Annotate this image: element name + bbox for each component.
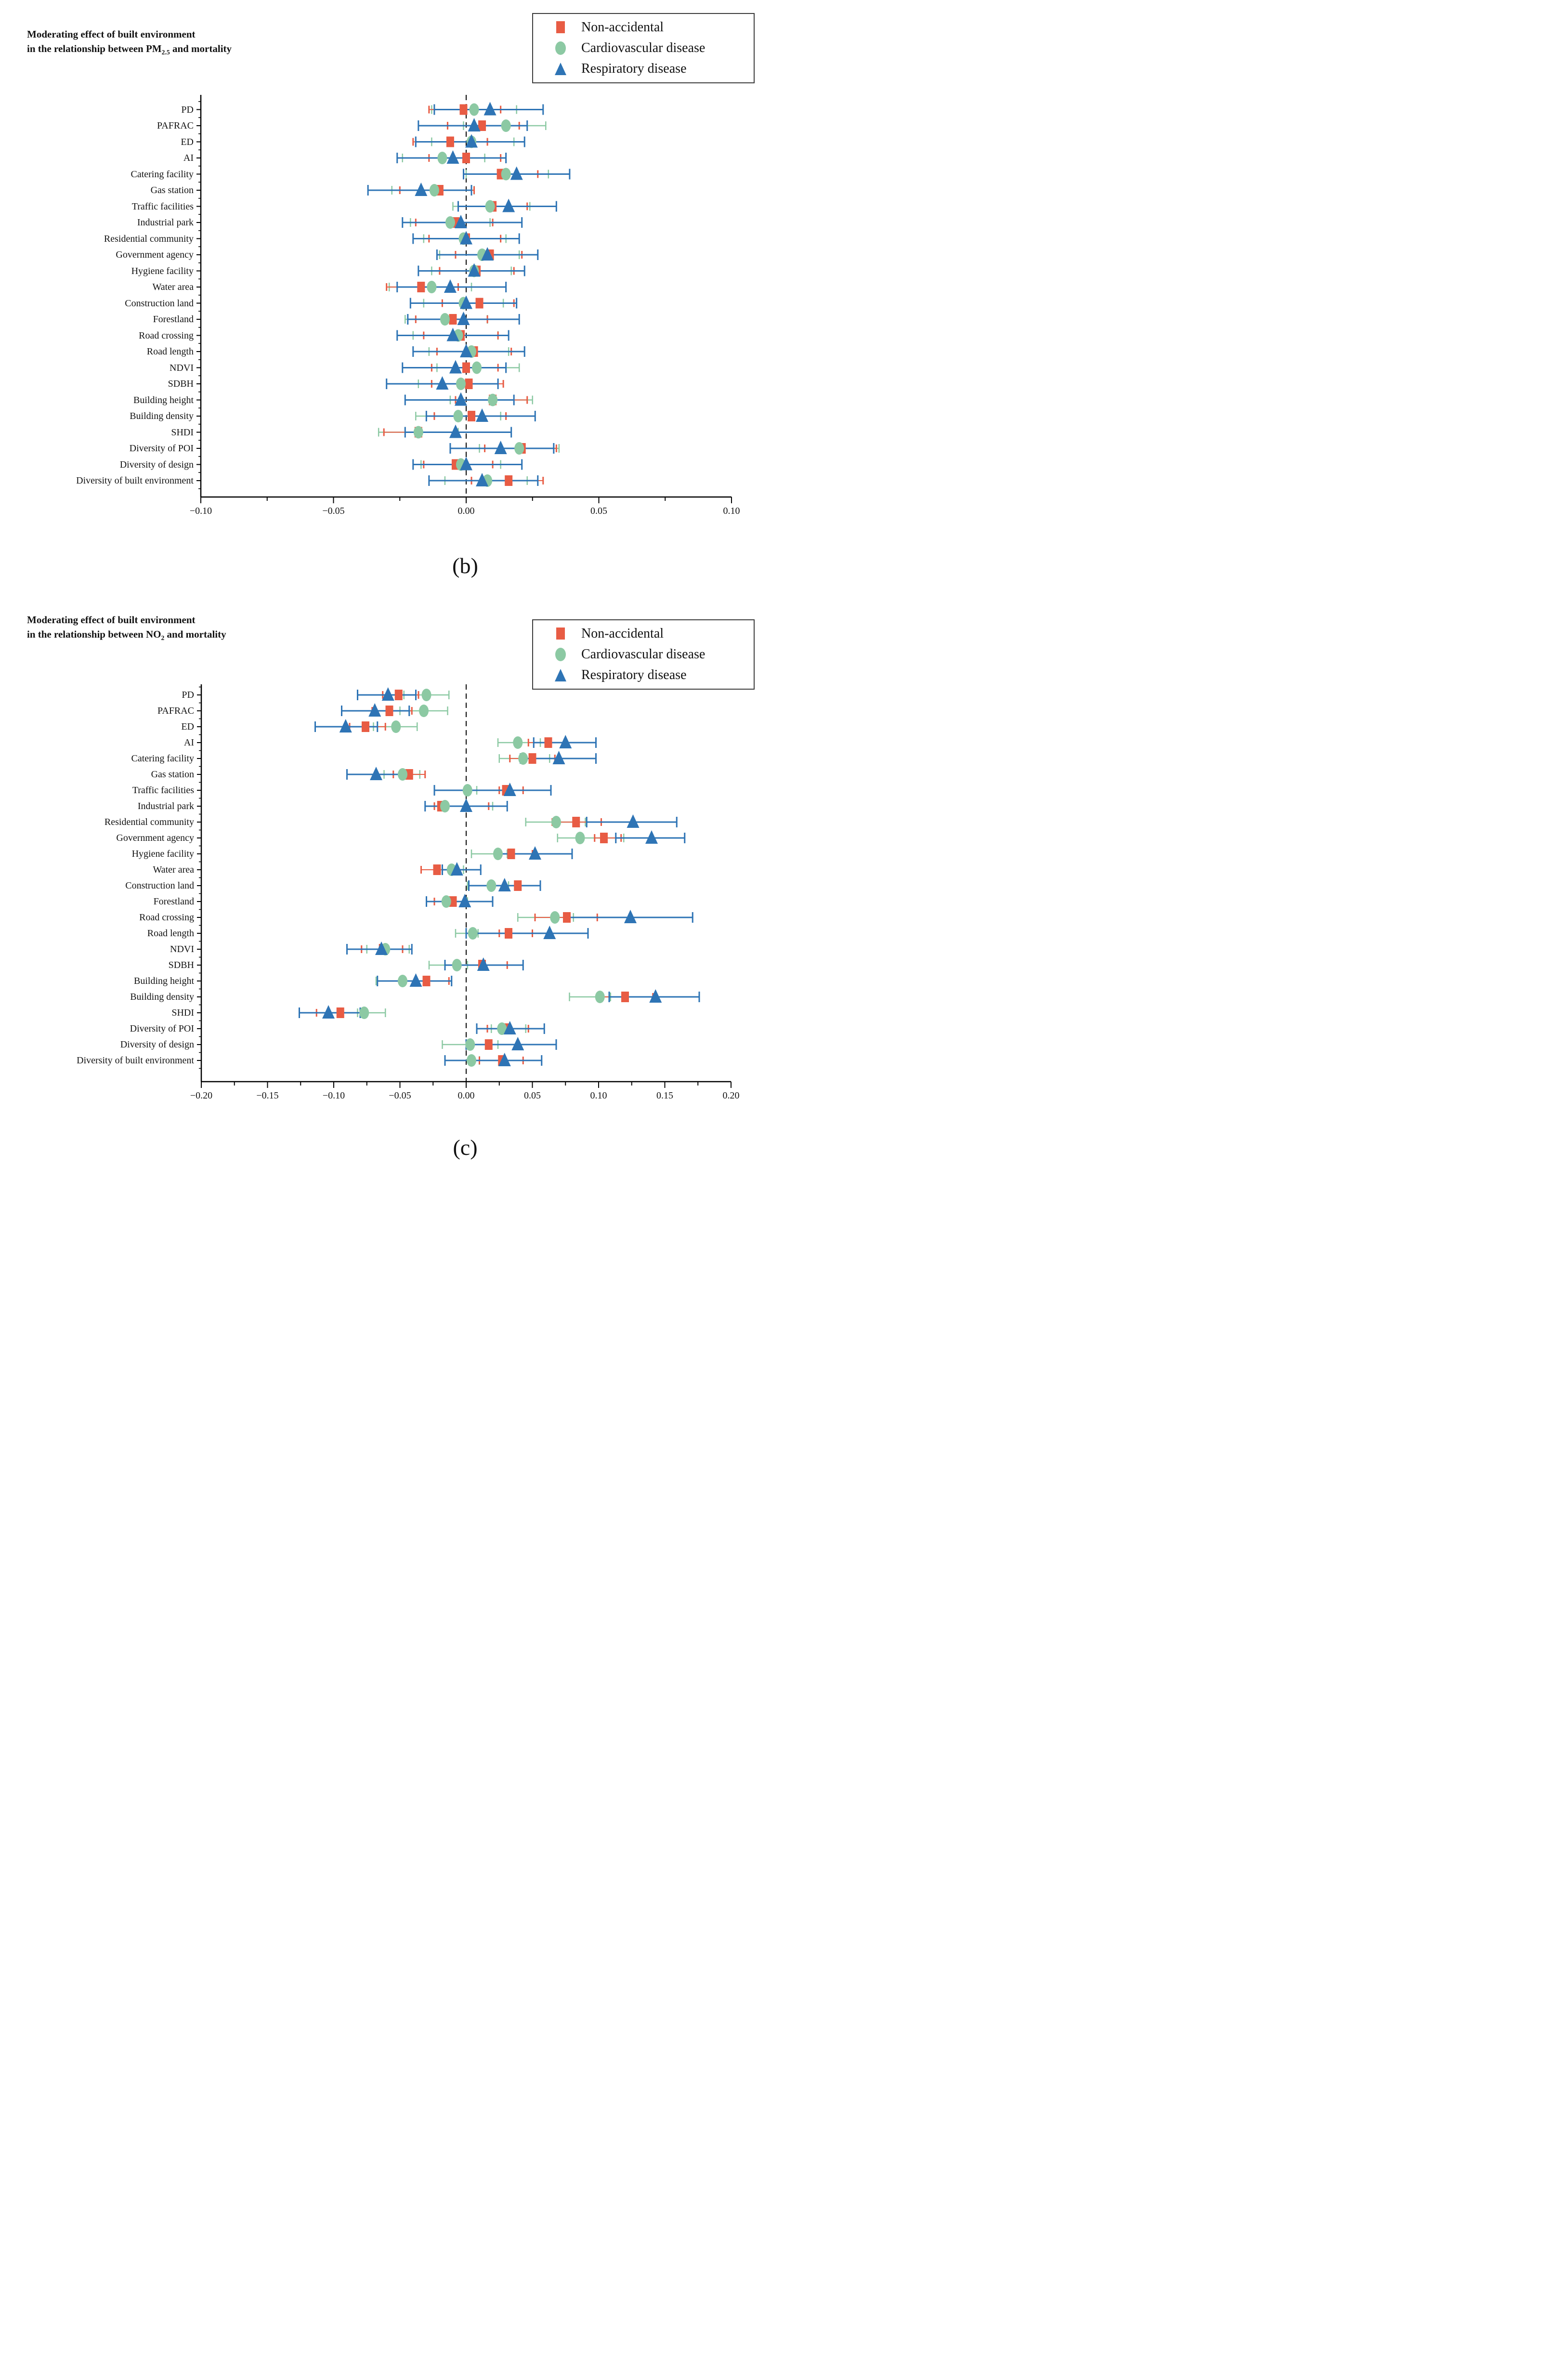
marker-respiratory	[322, 1005, 335, 1019]
x-tick-label: 0.05	[590, 506, 607, 516]
marker-cardiovascular	[453, 410, 463, 422]
category-label: Building density	[130, 992, 194, 1002]
marker-respiratory	[382, 687, 394, 701]
panel-b-caption: (b)	[452, 553, 478, 578]
marker-non-accidental	[459, 105, 467, 115]
marker-non-accidental	[386, 706, 393, 716]
x-tick-label: −0.05	[389, 1090, 411, 1101]
marker-cardiovascular	[501, 119, 511, 132]
category-label: AI	[183, 153, 194, 163]
marker-respiratory	[502, 199, 515, 212]
panel-c-title-line2: in the relationship between $NO_2$ and mortality	[27, 628, 226, 642]
marker-respiratory	[529, 846, 541, 860]
category-label: Road crossing	[139, 912, 194, 923]
marker-non-accidental	[505, 928, 512, 939]
category-label: Diversity of POI	[130, 1023, 194, 1034]
marker-non-accidental	[395, 690, 403, 700]
marker-cardiovascular	[550, 911, 560, 924]
marker-cardiovascular	[551, 816, 561, 828]
marker-non-accidental	[621, 992, 629, 1002]
legend-label: Non-accidental	[581, 626, 664, 641]
marker-cardiovascular	[430, 184, 439, 196]
x-tick-label: −0.05	[322, 506, 345, 516]
panel-c-caption: (c)	[453, 1135, 478, 1160]
panel-b-title-line2: in the relationship between $PM_{2.5}$ and mortality	[27, 43, 232, 56]
category-label: Building height	[133, 394, 194, 405]
triangle-marker-icon	[552, 669, 569, 681]
marker-non-accidental	[337, 1007, 344, 1018]
marker-non-accidental	[545, 737, 552, 748]
legend-label: Cardiovascular disease	[581, 40, 706, 55]
marker-cardiovascular	[398, 975, 407, 987]
marker-cardiovascular	[359, 1007, 369, 1019]
marker-respiratory	[510, 167, 523, 180]
marker-respiratory	[495, 441, 507, 454]
marker-non-accidental	[485, 1039, 493, 1050]
marker-cardiovascular	[445, 216, 455, 229]
marker-respiratory	[455, 392, 467, 406]
circle-marker-icon	[552, 648, 569, 661]
marker-cardiovascular	[419, 705, 429, 717]
marker-non-accidental	[529, 753, 536, 764]
category-label: Building height	[134, 976, 194, 986]
legend-label: Cardiovascular disease	[581, 646, 706, 662]
marker-cardiovascular	[486, 879, 496, 892]
legend-item-respiratory	[552, 61, 754, 77]
marker-non-accidental	[462, 363, 470, 373]
marker-cardiovascular	[575, 832, 585, 844]
marker-cardiovascular	[391, 720, 401, 733]
category-label: Residential community	[104, 233, 194, 244]
x-tick-label: 0.05	[524, 1090, 541, 1101]
marker-cardiovascular	[472, 362, 482, 374]
category-label: ED	[181, 136, 194, 147]
marker-cardiovascular	[467, 1054, 476, 1067]
category-label: Government agency	[116, 249, 194, 260]
marker-respiratory	[458, 894, 471, 907]
category-label: Construction land	[125, 880, 194, 891]
marker-cardiovascular	[422, 689, 431, 701]
category-label: ED	[181, 721, 194, 732]
marker-cardiovascular	[488, 394, 497, 406]
x-tick-label: −0.10	[189, 506, 212, 516]
marker-non-accidental	[423, 976, 431, 986]
marker-non-accidental	[508, 849, 515, 859]
triangle-marker-icon	[552, 63, 569, 75]
legend-item-respiratory	[552, 667, 754, 683]
category-label: Industrial park	[137, 801, 194, 811]
category-label: NDVI	[170, 944, 194, 955]
category-label: SDBH	[168, 960, 194, 970]
legend-item-non-accidental	[552, 20, 754, 35]
category-label: SHDI	[171, 427, 194, 438]
marker-respiratory	[627, 814, 640, 828]
category-label: SHDI	[171, 1007, 194, 1018]
panel-c-title-line1: Moderating effect of built environment	[27, 614, 196, 626]
marker-cardiovascular	[513, 736, 523, 749]
category-label: PD	[182, 690, 194, 700]
category-label: Hygiene facility	[131, 849, 194, 859]
marker-non-accidental	[417, 282, 425, 292]
category-label: Road length	[146, 346, 194, 357]
x-tick-label: 0.10	[723, 506, 740, 516]
marker-cardiovascular	[414, 426, 423, 439]
marker-respiratory	[559, 735, 572, 748]
marker-cardiovascular	[485, 200, 495, 213]
category-label: Water area	[153, 864, 194, 875]
category-label: Road length	[147, 928, 194, 939]
square-marker-icon	[552, 628, 569, 640]
marker-respiratory	[645, 830, 658, 844]
x-tick-label: −0.10	[322, 1090, 345, 1101]
marker-cardiovascular	[463, 784, 472, 797]
panel-b-title-line1: Moderating effect of built environment	[27, 28, 196, 40]
legend-label: Respiratory disease	[581, 667, 687, 683]
marker-respiratory	[543, 926, 556, 939]
marker-respiratory	[476, 408, 488, 422]
category-label: PAFRAC	[157, 120, 194, 131]
marker-non-accidental	[514, 880, 522, 891]
x-tick-label: −0.20	[190, 1090, 213, 1101]
category-label: Construction land	[125, 298, 194, 309]
category-label: Diversity of design	[120, 1039, 194, 1050]
marker-cardiovascular	[440, 800, 450, 812]
marker-cardiovascular	[518, 752, 528, 765]
marker-respiratory	[624, 910, 637, 923]
marker-respiratory	[444, 279, 457, 293]
marker-non-accidental	[462, 153, 470, 163]
marker-cardiovascular	[493, 848, 503, 860]
marker-cardiovascular	[456, 378, 466, 390]
legend-panel-b	[532, 13, 755, 83]
category-label: PD	[181, 104, 194, 115]
legend-panel-c	[532, 619, 755, 690]
category-label: PAFRAC	[157, 706, 194, 716]
square-marker-icon	[552, 21, 569, 33]
category-label: Diversity of POI	[129, 443, 194, 454]
category-label: Hygiene facility	[131, 265, 194, 276]
marker-non-accidental	[446, 137, 454, 147]
panel-b-title	[27, 27, 232, 60]
marker-respiratory	[511, 1037, 524, 1050]
category-label: SDBH	[168, 379, 194, 389]
marker-respiratory	[368, 703, 381, 717]
marker-respiratory	[449, 360, 462, 374]
marker-non-accidental	[600, 833, 608, 843]
marker-cardiovascular	[398, 768, 407, 781]
x-tick-label: 0.15	[656, 1090, 673, 1101]
marker-respiratory	[370, 767, 382, 780]
marker-non-accidental	[449, 314, 457, 325]
marker-respiratory	[446, 150, 459, 164]
category-label: NDVI	[170, 362, 194, 373]
marker-cardiovascular	[468, 927, 478, 940]
category-label: Residential community	[104, 817, 194, 827]
marker-cardiovascular	[440, 313, 450, 326]
x-tick-label: 0.00	[457, 506, 475, 516]
category-label: Traffic facilities	[131, 201, 194, 212]
marker-non-accidental	[563, 912, 571, 923]
marker-non-accidental	[362, 721, 369, 732]
legend-label: Non-accidental	[581, 19, 664, 35]
legend-label: Respiratory disease	[581, 61, 687, 77]
marker-respiratory	[449, 425, 462, 438]
x-tick-label: 0.10	[590, 1090, 607, 1101]
legend-item-non-accidental	[552, 626, 754, 641]
category-label: Water area	[152, 282, 194, 292]
marker-respiratory	[484, 102, 497, 116]
category-label: AI	[183, 737, 194, 748]
panel-c-title	[27, 613, 226, 645]
marker-non-accidental	[433, 864, 441, 875]
category-label: Government agency	[116, 833, 194, 843]
marker-non-accidental	[465, 379, 473, 389]
category-label: Gas station	[150, 185, 194, 196]
category-label: Industrial park	[137, 217, 194, 228]
category-label: Forestland	[153, 314, 194, 325]
marker-cardiovascular	[427, 281, 436, 293]
marker-non-accidental	[476, 298, 483, 309]
marker-cardiovascular	[465, 1038, 475, 1051]
marker-respiratory	[460, 798, 472, 812]
category-label: Catering facility	[131, 753, 194, 764]
marker-cardiovascular	[514, 442, 524, 455]
marker-respiratory	[436, 376, 448, 390]
marker-respiratory	[415, 183, 427, 196]
category-label: Catering facility	[131, 169, 194, 180]
category-label: Traffic facilities	[132, 785, 194, 796]
marker-cardiovascular	[452, 959, 462, 971]
marker-non-accidental	[505, 475, 512, 486]
marker-cardiovascular	[595, 991, 605, 1003]
marker-cardiovascular	[470, 104, 479, 116]
marker-cardiovascular	[501, 168, 511, 181]
category-label: Diversity of built environment	[76, 475, 194, 486]
figure-page	[0, 0, 784, 1177]
category-label: Diversity of design	[119, 459, 194, 470]
circle-marker-icon	[552, 41, 569, 55]
category-label: Diversity of built environment	[77, 1055, 194, 1066]
marker-non-accidental	[572, 817, 580, 827]
marker-cardiovascular	[442, 895, 451, 908]
marker-respiratory	[457, 312, 470, 325]
x-tick-label: 0.00	[457, 1090, 475, 1101]
marker-respiratory	[410, 973, 422, 987]
category-label: Forestland	[153, 896, 194, 907]
category-label: Building density	[130, 411, 194, 421]
category-label: Road crossing	[139, 330, 194, 341]
legend-item-cardiovascular	[552, 40, 754, 56]
category-label: Gas station	[151, 769, 194, 780]
legend-item-cardiovascular	[552, 647, 754, 662]
x-tick-label: −0.15	[256, 1090, 279, 1101]
marker-respiratory	[649, 989, 662, 1003]
x-tick-label: 0.20	[722, 1090, 740, 1101]
marker-cardiovascular	[437, 152, 447, 164]
marker-non-accidental	[468, 411, 475, 421]
